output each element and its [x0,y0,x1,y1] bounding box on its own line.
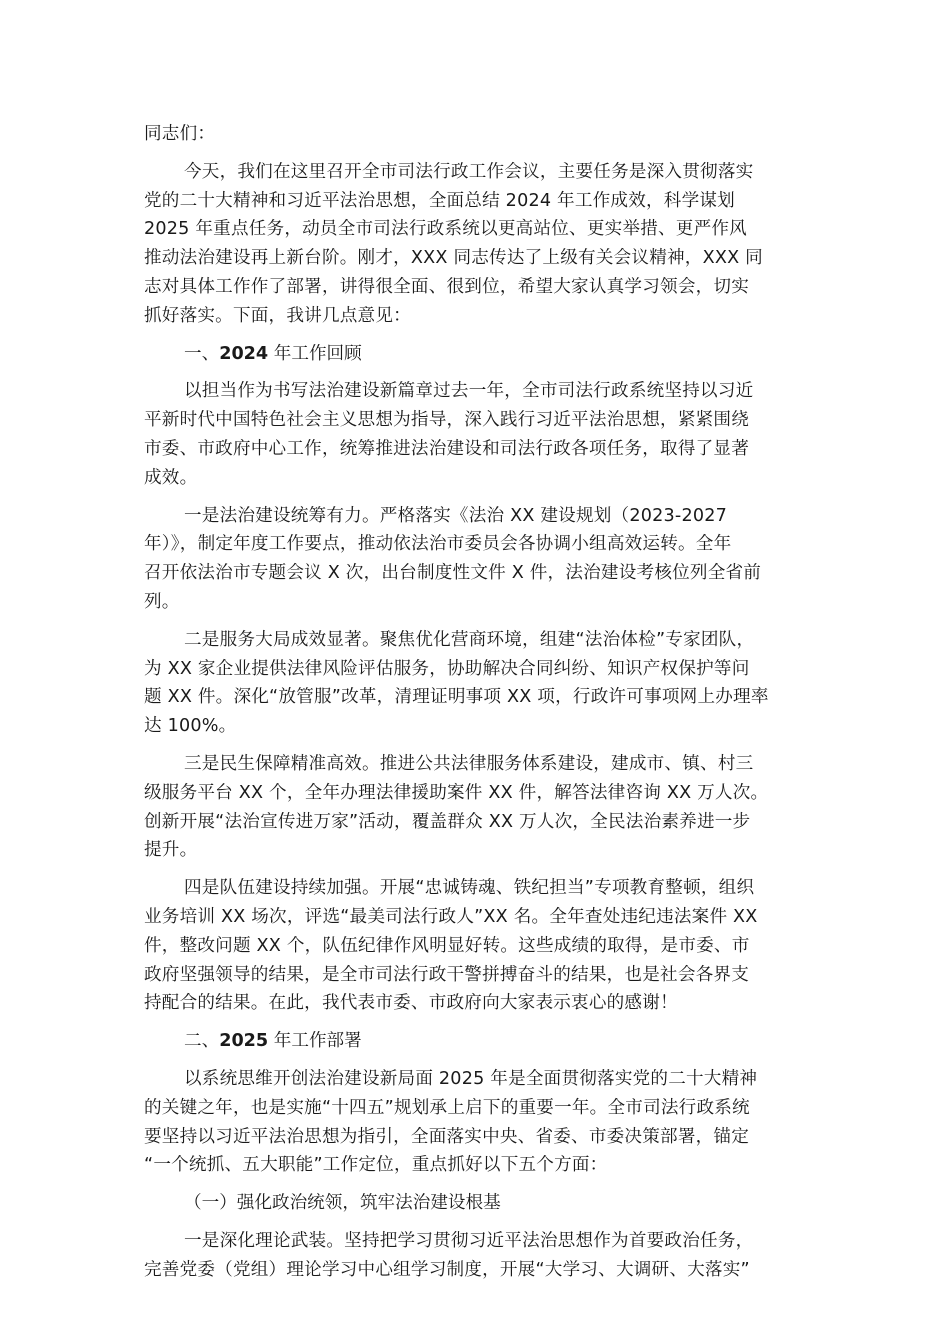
text-line: 以系统思维开创法治建设新局面 2025 年是全面贯彻落实党的二十大精神 [184,1068,758,1089]
text-line: 四是队伍建设持续加强。开展“忠诚铸魂、铁纪担当”专项教育整顿，组织 [184,878,755,899]
text-line: 持配合的结果。在此，我代表市委、市政府向大家表示衷心的感谢！ [144,993,678,1014]
text-line: 业务培训 XX 场次，评选“最美司法行政人”XX 名。全年查处违纪违法案件 XX [144,906,758,927]
section-number: 二、 [184,1031,220,1052]
text-line: 2025 年重点任务，动员全市司法行政系统以更高站位、更实举措、更严作风 [144,219,747,240]
text-line: 的关键之年，也是实施“十四五”规划承上启下的重要一年。全市司法行政系统 [144,1097,750,1118]
text-line: 级服务平台 XX 个，全年办理法律援助案件 XX 件，解答法律咨询 XX 万人次。 [144,782,769,803]
section-title: 年工作回顾 [268,343,362,364]
text-line: 召开依法治市专题会议 X 次，出台制度性文件 X 件，法治建设考核位列全省前 [144,563,762,584]
text-line: 创新开展“法治宣传进万家”活动，覆盖群众 XX 万人次，全民法治素养进一步 [144,811,751,832]
text-line: 要坚持以习近平法治思想为指引，全面落实中央、省委、市委决策部署，锚定 [144,1126,749,1147]
section-title: 年工作部署 [268,1031,362,1052]
section2-intro-paragraph [144,1065,806,1180]
sub-item1-paragraph [144,1227,806,1285]
section1-intro-paragraph [144,377,806,492]
text-line: 平新时代中国特色社会主义思想为指导，深入践行习近平法治思想，紧紧围绕 [144,410,749,431]
item4-paragraph [144,874,806,1018]
greeting: 同志们： [144,124,216,144]
item2-paragraph [144,626,806,741]
text-line: 提升。 [144,840,198,861]
text-line: 政府坚强领导的结果，是全市司法行政干警拼搏奋斗的结果，也是社会各界支 [144,964,749,985]
text-line: 达 100%。 [144,716,237,737]
text-line: 题 XX 件。深化“放管服”改革，清理证明事项 XX 项，行政许可事项网上办理率 [144,687,769,708]
section-year: 2024 [219,343,269,364]
text-line: 二是服务大局成效显著。聚焦优化营商环境，组建“法治体检”专家团队， [184,629,755,650]
text-line: 今天，我们在这里召开全市司法行政工作会议，主要任务是深入贯彻落实 [184,161,754,182]
text-line: 一是深化理论武装。坚持把学习贯彻习近平法治思想作为首要政治任务， [184,1230,754,1251]
document-page [144,120,806,1293]
text-line: 年）》，制定年度工作要点，推动依法治市委员会各协调小组高效运转。全年 [144,534,732,555]
greeting-paragraph [144,120,806,149]
item1-paragraph [144,502,806,617]
text-line: 推动法治建设再上新台阶。刚才，XXX 同志传达了上级有关会议精神，XXX 同 [144,248,763,269]
text-line: 以担当作为书写法治建设新篇章过去一年，全市司法行政系统坚持以习近 [184,381,754,402]
item3-paragraph [144,750,806,865]
text-line: 志对具体工作作了部署，讲得很全面、很到位，希望大家认真学习领会，切实 [144,276,749,297]
text-line: 抓好落实。下面，我讲几点意见： [144,305,411,326]
section-heading-2025 [144,1027,806,1056]
text-line: 为 XX 家企业提供法律风险评估服务，协助解决合同纠纷、知识产权保护等问 [144,658,750,679]
text-line: 一是法治建设统筹有力。严格落实《法治 XX 建设规划（2023-2027 [184,505,728,526]
text-line: 市委、市政府中心工作，统筹推进法治建设和司法行政各项任务，取得了显著 [144,438,749,459]
text-line: 党的二十大精神和习近平法治思想，全面总结 2024 年工作成效，科学谋划 [144,190,735,211]
section-number: 一、 [184,343,220,364]
subsection-heading: （一）强化政治统领，筑牢法治建设根基 [184,1193,501,1214]
text-line: 完善党委（党组）理论学习中心组学习制度，开展“大学习、大调研、大落实” [144,1259,750,1280]
text-line: 成效。 [144,467,198,488]
text-line: 列。 [144,591,180,612]
text-line: 件，整改问题 XX 个，队伍纪律作风明显好转。这些成绩的取得，是市委、市 [144,935,750,956]
text-line: 三是民生保障精准高效。推进公共法律服务体系建设，建成市、镇、村三 [184,753,754,774]
section-year: 2025 [219,1031,269,1052]
section-heading-2024 [144,340,806,369]
intro-paragraph [144,158,806,331]
text-line: “一个统抓、五大职能”工作定位，重点抓好以下五个方面： [144,1155,608,1176]
